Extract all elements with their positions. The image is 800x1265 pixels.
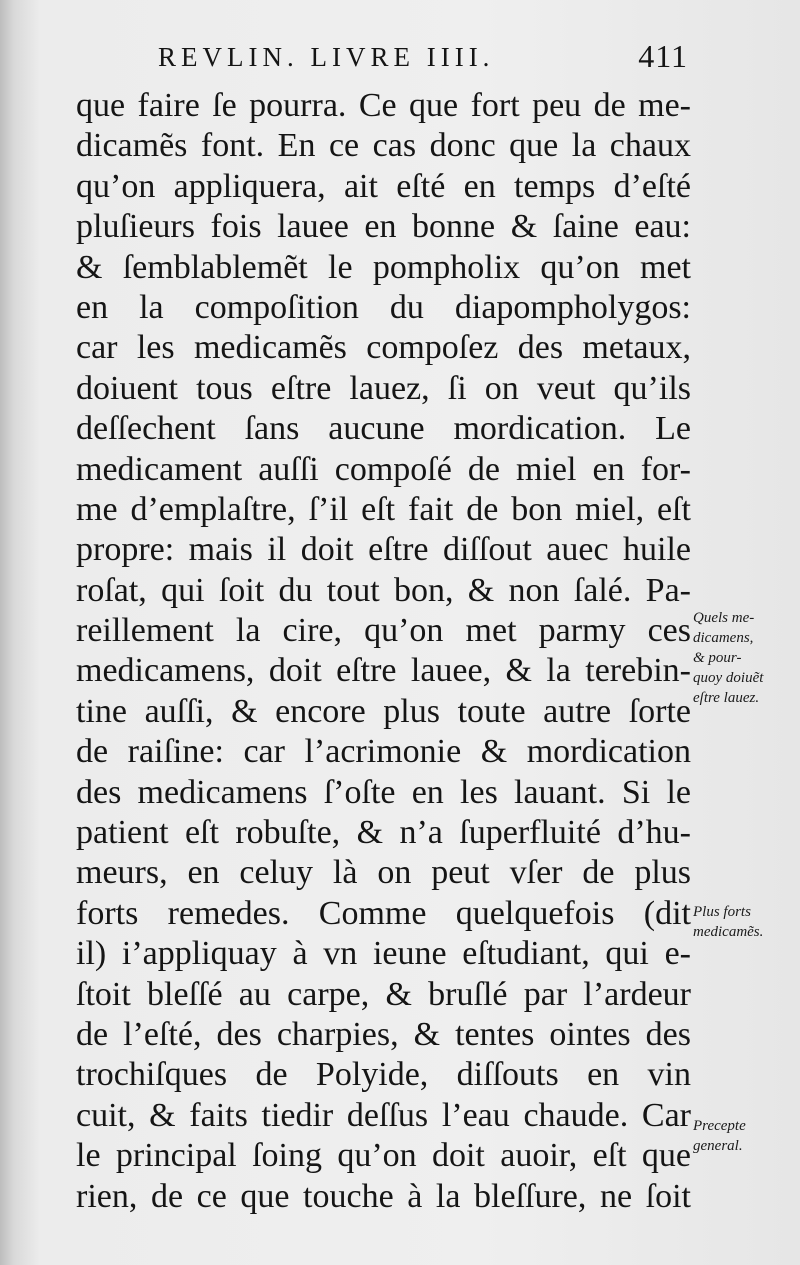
text-line: en la compoſition du diapompholygos: [76,288,691,326]
margin-note-line: Precepte [693,1118,746,1134]
text-line: que faire ſe pourra. Ce que fort peu de me- [76,87,691,124]
margin-note-line: medicamẽs. [693,924,764,940]
margin-note-line: Plus forts [693,904,751,920]
text-line: meurs, en celuy là on peut vſer de plus [76,854,691,892]
text-line: patient eſt robuſte, & n’a ſuperfluité d’hu- [76,814,691,852]
margin-note-precepte [693,1116,797,1156]
page-number: 411 [638,38,688,74]
text-line: trochiſques de Polyide, diſſouts en vin [76,1056,691,1094]
text-line: le principal ſoing qu’on doit auoir, eſt que [76,1137,691,1175]
text-line: me d’emplaſtre, ſ’il eſt fait de bon miel, eſt [76,490,691,528]
text-line: & ſemblablemẽt le pompholix qu’on met [76,248,691,286]
text-line: de l’eſté, des charpies, & tentes ointes des [76,1015,691,1053]
running-title: REVLIN. LIVRE IIII. [158,42,495,72]
text-line: forts remedes. Comme quelquefois (dit [76,894,691,932]
text-line: pluſieurs fois lauee en bonne & ſaine eau: [76,208,691,246]
margin-note-line: quoy doiuẽt [693,670,764,686]
text-line: doiuent tous eſtre lauez, ſi on veut qu’ils [76,369,691,407]
margin-note-line: dicamens, [693,630,754,646]
text-line: roſat, qui ſoit du tout bon, & non ſalé. Pa- [76,571,691,609]
text-line: cuit, & faits tiedir deſſus l’eau chaude. Car [76,1096,691,1134]
text-line: qu’on appliquera, ait eſté en temps d’eſté [76,167,691,205]
text-line: car les medicamẽs compoſez des metaux, [76,329,691,367]
text-line: deſſechent ſans aucune mordication. Le [76,410,691,448]
text-line: rien, de ce que touche à la bleſſure, ne ſoit [76,1177,691,1215]
margin-note-line: & pour- [693,650,742,666]
text-line: medicamens, doit eſtre lauee, & la terebin- [76,652,691,690]
margin-note-line: Quels me- [693,610,755,626]
text-line: de raiſine: car l’acrimonie & mordication [76,733,691,771]
margin-note-plus-forts [693,902,797,942]
body-text [76,86,691,1217]
margin-note-quels-medicamens [693,608,797,708]
page-header [158,38,688,82]
text-line: propre: mais il doit eſtre diſſout auec huile [76,531,691,569]
text-line: tine auſſi, & encore plus toute autre ſorte [76,692,691,730]
text-line: des medicamens ſ’oſte en les lauant. Si le [76,773,691,811]
margin-note-line: general. [693,1138,743,1154]
text-line: medicament auſſi compoſé de miel en for- [76,450,691,488]
text-line: il) i’appliquay à vn ieune eſtudiant, qui e- [76,935,691,973]
margin-note-line: eſtre lauez. [693,690,760,706]
text-line: reillement la cire, qu’on met parmy ces [76,612,691,650]
text-line: dicamẽs font. En ce cas donc que la chaux [76,127,691,165]
text-line: ſtoit bleſſé au carpe, & bruſlé par l’ardeur [76,975,691,1013]
